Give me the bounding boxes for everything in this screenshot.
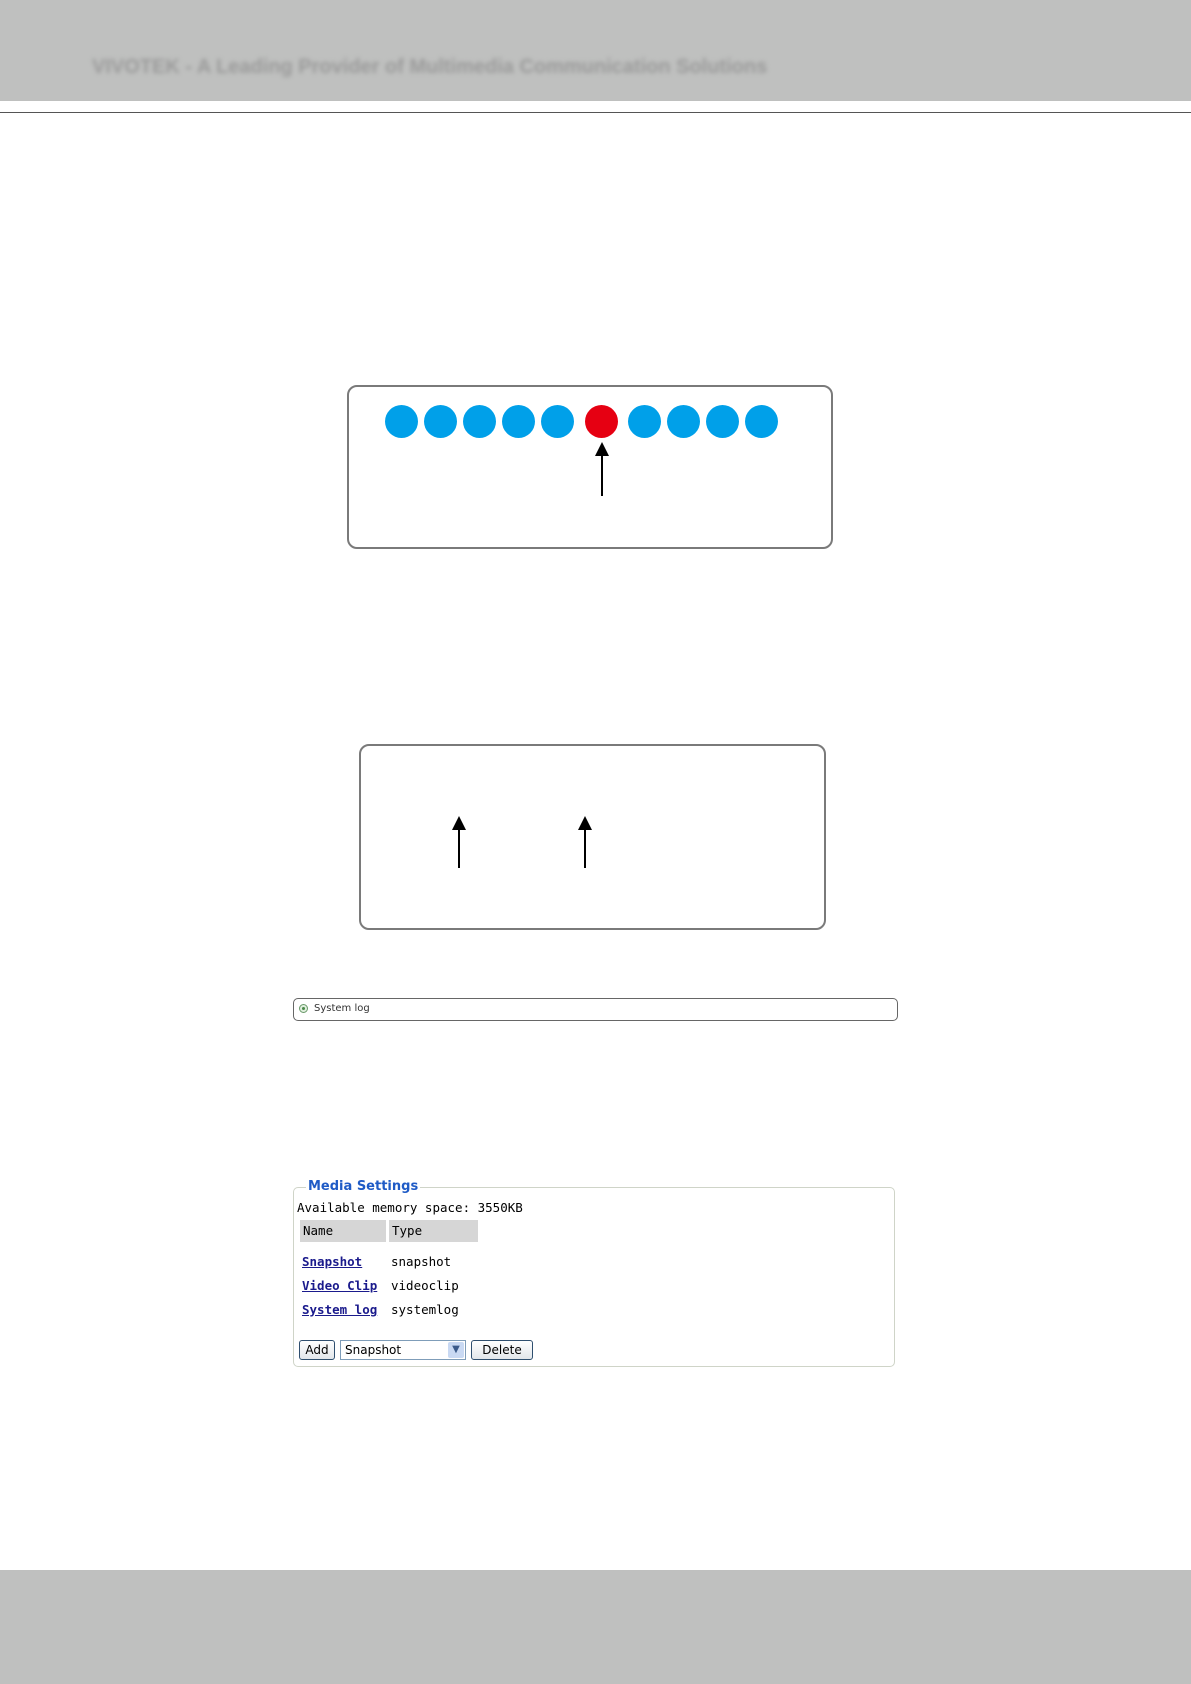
media-type-select-value: Snapshot <box>345 1343 402 1357</box>
page-footer <box>0 1570 1191 1684</box>
indicator-dot <box>628 405 661 438</box>
indicator-dot <box>706 405 739 438</box>
media-type-select[interactable] <box>340 1340 466 1360</box>
header-title: VIVOTEK - A Leading Provider of Multimedia Communication Solutions <box>92 56 768 78</box>
media-settings-legend: Media Settings <box>308 1179 419 1194</box>
media-link-system-log[interactable]: System log <box>302 1302 378 1317</box>
indicator-dot <box>502 405 535 438</box>
header-divider <box>0 112 1191 113</box>
indicator-dot <box>424 405 457 438</box>
indicator-dot <box>745 405 778 438</box>
page-header <box>0 0 1191 101</box>
arrow-diagram <box>359 744 826 930</box>
media-type: videoclip <box>391 1278 459 1293</box>
system-log-section[interactable] <box>293 998 898 1021</box>
indicator-dot <box>385 405 418 438</box>
media-link-video-clip[interactable]: Video Clip <box>302 1278 378 1293</box>
indicator-dot <box>667 405 700 438</box>
pointer-arrow-right <box>584 828 586 868</box>
available-memory-text: Available memory space: 3550KB <box>297 1200 523 1215</box>
column-header-name: Name <box>300 1220 386 1242</box>
indicator-dot-active <box>585 405 618 438</box>
media-type: snapshot <box>391 1254 452 1269</box>
pointer-arrow <box>601 454 603 496</box>
delete-button[interactable]: Delete <box>471 1340 533 1360</box>
column-header-type: Type <box>389 1220 478 1242</box>
system-log-label: System log <box>314 1003 370 1014</box>
media-settings-panel <box>293 1179 895 1367</box>
pointer-arrow-left <box>458 828 460 868</box>
media-type: systemlog <box>391 1302 459 1317</box>
chevron-down-icon[interactable]: ▼ <box>448 1342 464 1358</box>
media-link-snapshot[interactable]: Snapshot <box>302 1254 363 1269</box>
indicator-dot <box>541 405 574 438</box>
indicator-dot <box>463 405 496 438</box>
expand-icon[interactable] <box>299 1004 308 1013</box>
indicator-diagram <box>347 385 833 549</box>
add-button[interactable]: Add <box>299 1340 335 1360</box>
